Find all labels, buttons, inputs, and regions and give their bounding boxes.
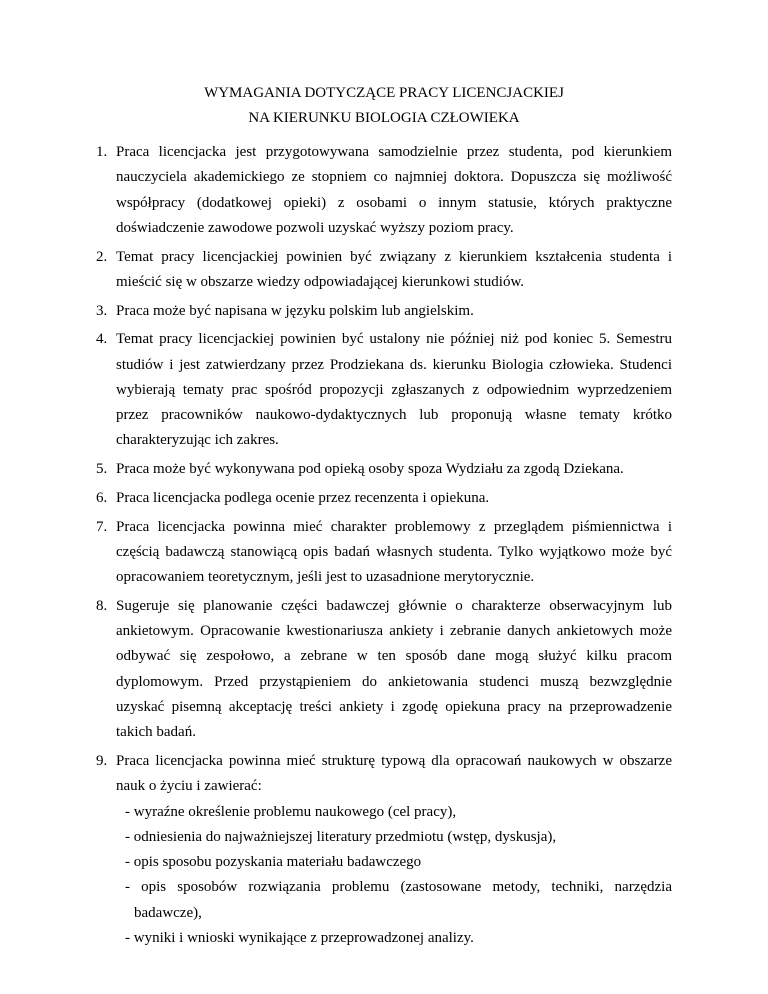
requirement-text: Praca licencjacka powinna mieć charakter problemowy z przeglądem piśmiennictwa i częścią badawczą stanowiącą opis badań własnych studenta. Tylko wyjątkowo może być opracowaniem teoretycznym, jeśli jest to uzasadnione merytorycznie. — [116, 518, 672, 586]
structure-item: - wyraźne określenie problemu naukowego (cel pracy), — [125, 803, 457, 820]
structure-item: - opis sposobów rozwiązania problemu (zastosowane metody, techniki, narzędzia badawcze), — [125, 879, 672, 921]
structure-list — [116, 800, 672, 952]
requirement-number: 8. — [96, 597, 108, 614]
requirement-number: 3. — [96, 302, 108, 319]
requirement-text: Praca licencjacka podlega ocenie przez recenzenta i opiekuna. — [116, 489, 490, 506]
requirement-item — [96, 140, 672, 241]
document-title-line-1: WYMAGANIA DOTYCZĄCE PRACY LICENCJACKIEJ — [204, 85, 564, 101]
requirement-text: Praca licencjacka powinna mieć strukturę typową dla opracowań naukowych w obszarze nauk o życiu i zawierać: — [116, 752, 672, 795]
requirement-number: 4. — [96, 331, 108, 348]
requirement-text: Temat pracy licencjackiej powinien być ustalony nie później niż pod koniec 5. Semestru studiów i jest zatwierdzany przez Prodziekana ds. kierunku Biologia człowieka. Studenci wybierają tematy prac spośród propozycji zgłaszanych z odpowiednim wyprzedzeniem przez pracowników naukowo-dydaktycznych lub proponują własne tematy krótko charakteryzując ich zakres. — [116, 331, 672, 449]
requirement-number: 6. — [96, 489, 108, 506]
requirement-number: 5. — [96, 461, 108, 478]
requirements-list — [96, 140, 672, 951]
requirement-item — [96, 299, 672, 324]
requirement-text: Sugeruje się planowanie części badawczej głównie o charakterze obserwacyjnym lub ankietowym. Opracowanie kwestionariusza ankiety i zebranie danych ankietowych może odbywać się zespołowo, a zebrane w ten sposób dane mogą służyć kilku pracom dyplomowym. Przed przystąpieniem do ankietowania studenci muszą bezwzględnie uzyskać pisemną akceptację treści ankiety i zgodę opiekuna pracy na przeprowadzenie takich badań. — [116, 597, 672, 741]
requirement-item — [96, 245, 672, 296]
requirement-number: 9. — [96, 752, 108, 769]
requirement-number: 7. — [96, 518, 108, 535]
requirement-item — [96, 486, 672, 511]
requirement-item — [96, 457, 672, 482]
structure-item: - odniesienia do najważniejszej literatury przedmiotu (wstęp, dyskusja), — [125, 828, 557, 845]
requirement-text: Praca licencjacka jest przygotowywana samodzielnie przez studenta, pod kierunkiem nauczyciela akademickiego ze stopniem co najmniej doktora. Dopuszcza się możliwość współpracy (dodatkowej opieki) z osobami o innym statusie, których praktyczne doświadczenie zawodowe pozwoli uzyskać wyższy poziom pracy. — [116, 144, 672, 236]
requirement-number: 2. — [96, 248, 108, 265]
requirement-text: Praca może być wykonywana pod opieką osoby spoza Wydziału za zgodą Dziekana. — [116, 461, 624, 478]
structure-item: - wyniki i wnioski wynikające z przeprowadzonej analizy. — [125, 930, 474, 947]
requirement-number: 1. — [96, 144, 108, 160]
structure-item: - opis sposobu pozyskania materiału badawczego — [125, 854, 422, 871]
requirement-text: Temat pracy licencjackiej powinien być związany z kierunkiem kształcenia studenta i mieścić się w obszarze wiedzy odpowiadającej kierunkowi studiów. — [116, 248, 672, 290]
requirement-item — [96, 749, 672, 951]
requirement-item — [96, 515, 672, 591]
document-header — [96, 81, 672, 131]
requirement-text: Praca może być napisana w języku polskim lub angielskim. — [116, 302, 474, 319]
document-title-line-2: NA KIERUNKU BIOLOGIA CZŁOWIEKA — [248, 110, 520, 126]
requirement-item — [96, 327, 672, 453]
requirement-item — [96, 594, 672, 746]
